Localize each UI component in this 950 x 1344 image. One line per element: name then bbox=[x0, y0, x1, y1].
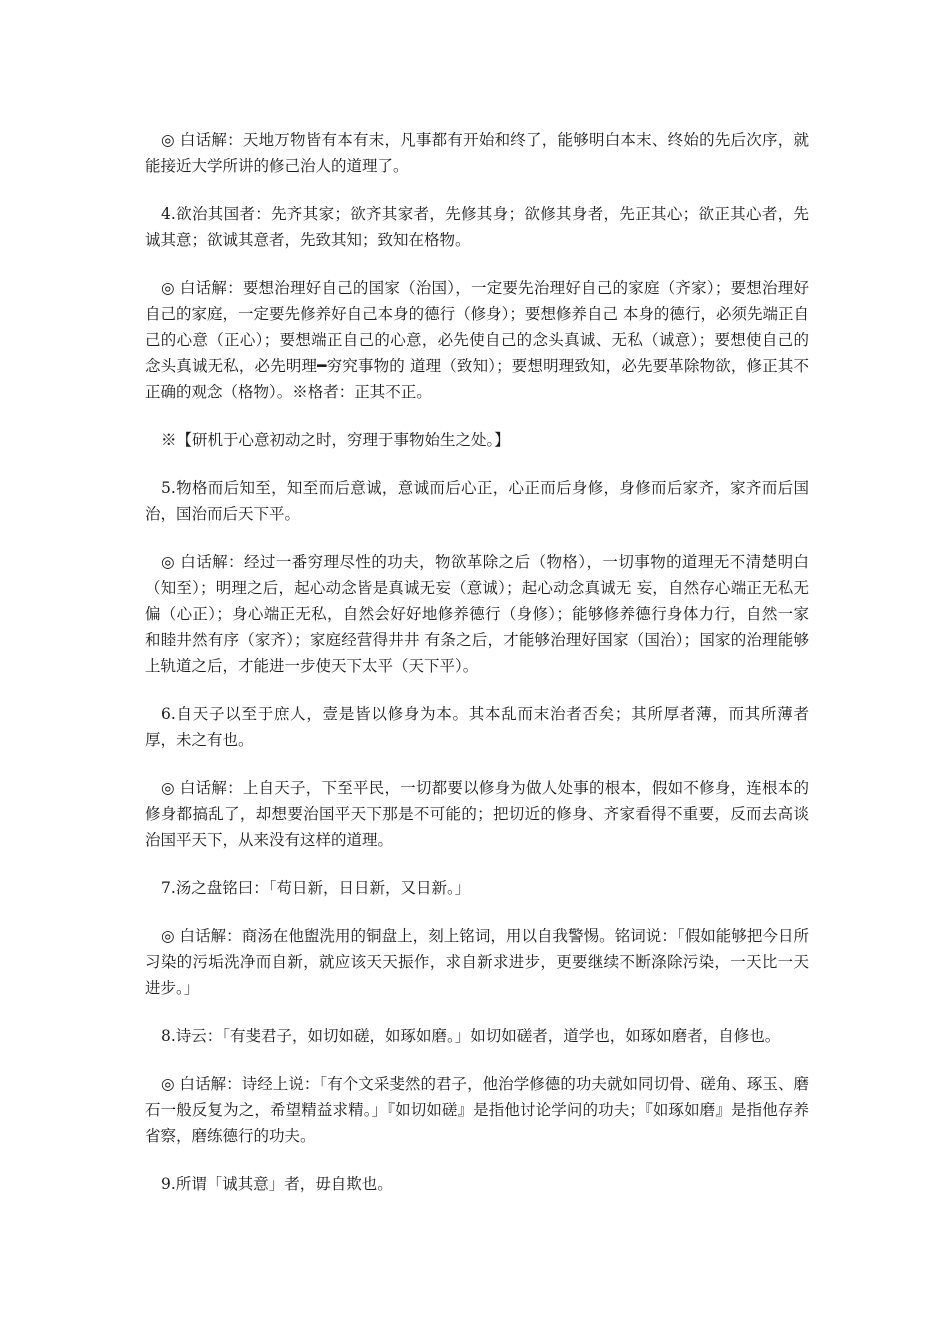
paragraph-verse-9: 9.所谓「诚其意」者，毋自欺也。 bbox=[161, 1175, 393, 1193]
paragraph-explanation-8: ◎ 白话解：诗经上说：「有个文采斐然的君子，他治学修德的功夫就如同切骨、磋角、琢玉、磨石一般反复为之，希望精益求精。」『如切如磋』是指他讨论学问的功夫；『如琢如磨』是指他存养省察，磨练德行的功夫。 bbox=[145, 1075, 809, 1145]
paragraph-verse-5: 5.物格而后知至，知至而后意诚，意诚而后心正，心正而后身修，身修而后家齐，家齐而后国治，国治而后天下平。 bbox=[145, 479, 809, 523]
paragraph-verse-7: 7.汤之盘铭曰：「苟日新，日日新，又日新。」 bbox=[161, 879, 471, 897]
document-page bbox=[145, 127, 809, 1197]
paragraph-note: ※【研机于心意初动之时，穷理于事物始生之处。】 bbox=[161, 431, 510, 449]
paragraph-verse-8: 8.诗云：「有斐君子，如切如磋，如琢如磨。」如切如磋者，道学也，如琢如磨者，自修也。 bbox=[161, 1027, 781, 1045]
paragraph-verse-6: 6.自天子以至于庶人，壹是皆以修身为本。其本乱而末治者否矣；其所厚者薄，而其所薄者厚，未之有也。 bbox=[145, 705, 809, 749]
paragraph-verse-4: 4.欲治其国者：先齐其家；欲齐其家者，先修其身；欲修其身者，先正其心；欲正其心者，先诚其意；欲诚其意者，先致其知；致知在格物。 bbox=[145, 205, 809, 249]
paragraph-explanation-7: ◎ 白话解：商汤在他盥洗用的铜盘上，刻上铭词，用以自我警惕。铭词说：「假如能够把今日所习染的污垢洗净而自新，就应该天天振作，求自新求进步，更要继续不断涤除污染，一天比一天进步。」 bbox=[145, 927, 809, 997]
paragraph-explanation-1: ◎ 白话解：天地万物皆有本有末，凡事都有开始和终了，能够明白本末、终始的先后次序，就能接近大学所讲的修己治人的道理了。 bbox=[145, 131, 809, 175]
paragraph-explanation-6: ◎ 白话解：上自天子，下至平民，一切都要以修身为做人处事的根本，假如不修身，连根本的修身都搞乱了，却想要治国平天下那是不可能的；把切近的修身、齐家看得不重要，反而去高谈治国平天下，从来没有这样的道理。 bbox=[145, 779, 809, 849]
paragraph-explanation-4: ◎ 白话解：要想治理好自己的国家（治国），一定要先治理好自己的家庭（齐家）；要想治理好自己的家庭，一定要先修养好自己本身的德行（修身）；要想修养自己 本身的德行，必须先端正自己的心意（正心）；要想端正自己的心意，必先使自己的念头真诚、无私（诚意）；要想使自己的念头真诚无私，必先明理━穷究事物的 道理（致知）；要想明理致知，必先要革除物欲，修正其不正确的观念（格物）。※格者：正其不正。 bbox=[145, 279, 809, 401]
paragraph-explanation-5: ◎ 白话解：经过一番穷理尽性的功夫，物欲革除之后（物格），一切事物的道理无不清楚明白（知至）；明理之后，起心动念皆是真诚无妄（意诚）；起心动念真诚无 妄，自然存心端正无私无偏（心正）；身心端正无私，自然会好好地修养德行（身修）；能够修养德行身体力行，自然一家和睦井然有序（家齐）；家庭经营得井井 有条之后，才能够治理好国家（国治）；国家的治理能够上轨道之后，才能进一步使天下太平（天下平）。 bbox=[145, 553, 809, 675]
